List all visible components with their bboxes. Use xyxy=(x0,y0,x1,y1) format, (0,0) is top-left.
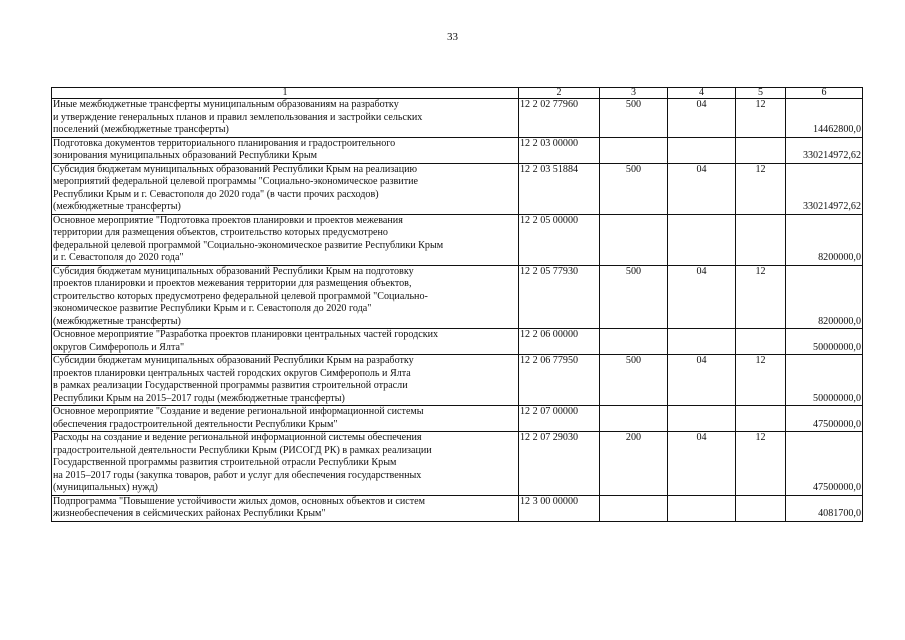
row-subsection-cell xyxy=(736,495,786,521)
row-amount-cell: 330214972,62 xyxy=(786,137,863,163)
table-row xyxy=(52,355,863,406)
row-name-cell: Субсидия бюджетам муниципальных образований Республики Крым на подготовку проектов планировки и проектов межевания территории для размещения объектов, строительство которых предусмотрено федеральной целевой программой "Социально- экономическое развитие Республики Крым и г. Севастополя до 2020 года" (межбюджетные трансферты) xyxy=(52,265,519,329)
row-name-cell: Подпрограмма "Повышение устойчивости жилых домов, основных объектов и систем жизнеобеспечения в сейсмических районах Республики Крым" xyxy=(52,495,519,521)
row-expense-type-cell: 500 xyxy=(600,163,668,214)
row-name-cell: Подготовка документов территориального планирования и градостроительного зонирования муниципальных образований Республики Крым xyxy=(52,137,519,163)
row-name-cell: Субсидия бюджетам муниципальных образований Республики Крым на реализацию мероприятий федеральной целевой программы "Социально-экономическое развитие Республики Крым и г. Севастополя до 2020 года" (в части прочих расходов) (межбюджетные трансферты) xyxy=(52,163,519,214)
table-row xyxy=(52,265,863,329)
row-subsection-cell xyxy=(736,329,786,355)
row-amount-cell: 330214972,62 xyxy=(786,163,863,214)
row-amount-cell: 47500000,0 xyxy=(786,406,863,432)
row-name-cell: Иные межбюджетные трансферты муниципальным образованиям на разработку и утверждение генеральных планов и правил землепользования и застройки сельских поселений (межбюджетные трансферты) xyxy=(52,99,519,138)
row-name-cell: Основное мероприятие "Создание и ведение региональной информационной системы обеспечения градостроительной деятельности Республики Крым" xyxy=(52,406,519,432)
row-name-cell: Субсидии бюджетам муниципальных образований Республики Крым на разработку проектов планировки центральных частей городских округов Симферополь и Ялта в рамках реализации Государственной программы развития строительной отрасли Республики Крым на 2015–2017 годы (межбюджетные трансферты) xyxy=(52,355,519,406)
row-subsection-cell xyxy=(736,137,786,163)
header-cell: 3 xyxy=(600,88,668,99)
row-code-cell: 12 2 07 00000 xyxy=(519,406,600,432)
row-subsection-cell: 12 xyxy=(736,265,786,329)
row-name-cell: Основное мероприятие "Разработка проектов планировки центральных частей городских округов Симферополь и Ялта" xyxy=(52,329,519,355)
row-subsection-cell: 12 xyxy=(736,163,786,214)
row-amount-cell: 8200000,0 xyxy=(786,265,863,329)
row-expense-type-cell: 200 xyxy=(600,432,668,496)
row-expense-type-cell: 500 xyxy=(600,265,668,329)
table-row xyxy=(52,99,863,138)
row-code-cell: 12 2 05 00000 xyxy=(519,214,600,265)
table-row xyxy=(52,163,863,214)
header-cell: 5 xyxy=(736,88,786,99)
header-cell: 4 xyxy=(668,88,736,99)
row-expense-type-cell: 500 xyxy=(600,99,668,138)
row-subsection-cell: 12 xyxy=(736,432,786,496)
row-section-cell: 04 xyxy=(668,99,736,138)
table-row xyxy=(52,406,863,432)
row-amount-cell: 50000000,0 xyxy=(786,355,863,406)
row-expense-type-cell: 500 xyxy=(600,355,668,406)
row-code-cell: 12 2 05 77930 xyxy=(519,265,600,329)
row-amount-cell: 47500000,0 xyxy=(786,432,863,496)
table-row xyxy=(52,137,863,163)
row-code-cell: 12 2 02 77960 xyxy=(519,99,600,138)
row-subsection-cell xyxy=(736,214,786,265)
row-section-cell xyxy=(668,214,736,265)
row-section-cell: 04 xyxy=(668,432,736,496)
row-code-cell: 12 2 03 51884 xyxy=(519,163,600,214)
table-row xyxy=(52,329,863,355)
row-expense-type-cell xyxy=(600,137,668,163)
row-expense-type-cell xyxy=(600,406,668,432)
row-section-cell xyxy=(668,329,736,355)
row-expense-type-cell xyxy=(600,495,668,521)
row-amount-cell: 50000000,0 xyxy=(786,329,863,355)
row-amount-cell: 14462800,0 xyxy=(786,99,863,138)
table-header-row xyxy=(52,88,863,99)
row-expense-type-cell xyxy=(600,214,668,265)
row-section-cell xyxy=(668,137,736,163)
row-code-cell: 12 2 06 77950 xyxy=(519,355,600,406)
row-expense-type-cell xyxy=(600,329,668,355)
row-name-cell: Расходы на создание и ведение региональной информационной системы обеспечения градостроительной деятельности Республики Крым (РИСОГД РК) в рамках реализации Государственной программы развития строительной отрасли Республики Крым на 2015–2017 годы (закупка товаров, работ и услуг для обеспечения государственных (муниципальных) нужд) xyxy=(52,432,519,496)
row-subsection-cell: 12 xyxy=(736,355,786,406)
page-number: 33 xyxy=(447,31,458,43)
row-amount-cell: 4081700,0 xyxy=(786,495,863,521)
row-code-cell: 12 2 06 00000 xyxy=(519,329,600,355)
header-cell: 6 xyxy=(786,88,863,99)
row-code-cell: 12 2 03 00000 xyxy=(519,137,600,163)
row-section-cell xyxy=(668,406,736,432)
row-subsection-cell: 12 xyxy=(736,99,786,138)
table-row xyxy=(52,432,863,496)
table-row xyxy=(52,214,863,265)
header-cell: 2 xyxy=(519,88,600,99)
row-section-cell: 04 xyxy=(668,163,736,214)
row-amount-cell: 8200000,0 xyxy=(786,214,863,265)
row-name-cell: Основное мероприятие "Подготовка проектов планировки и проектов межевания территории для размещения объектов, строительство которых предусмотрено федеральной целевой программой "Социально-экономическое развитие Республики Крым и г. Севастополя до 2020 года" xyxy=(52,214,519,265)
row-section-cell: 04 xyxy=(668,265,736,329)
row-subsection-cell xyxy=(736,406,786,432)
row-section-cell xyxy=(668,495,736,521)
budget-table xyxy=(51,87,863,522)
table-row xyxy=(52,495,863,521)
row-code-cell: 12 3 00 00000 xyxy=(519,495,600,521)
row-code-cell: 12 2 07 29030 xyxy=(519,432,600,496)
header-cell: 1 xyxy=(52,88,519,99)
row-section-cell: 04 xyxy=(668,355,736,406)
